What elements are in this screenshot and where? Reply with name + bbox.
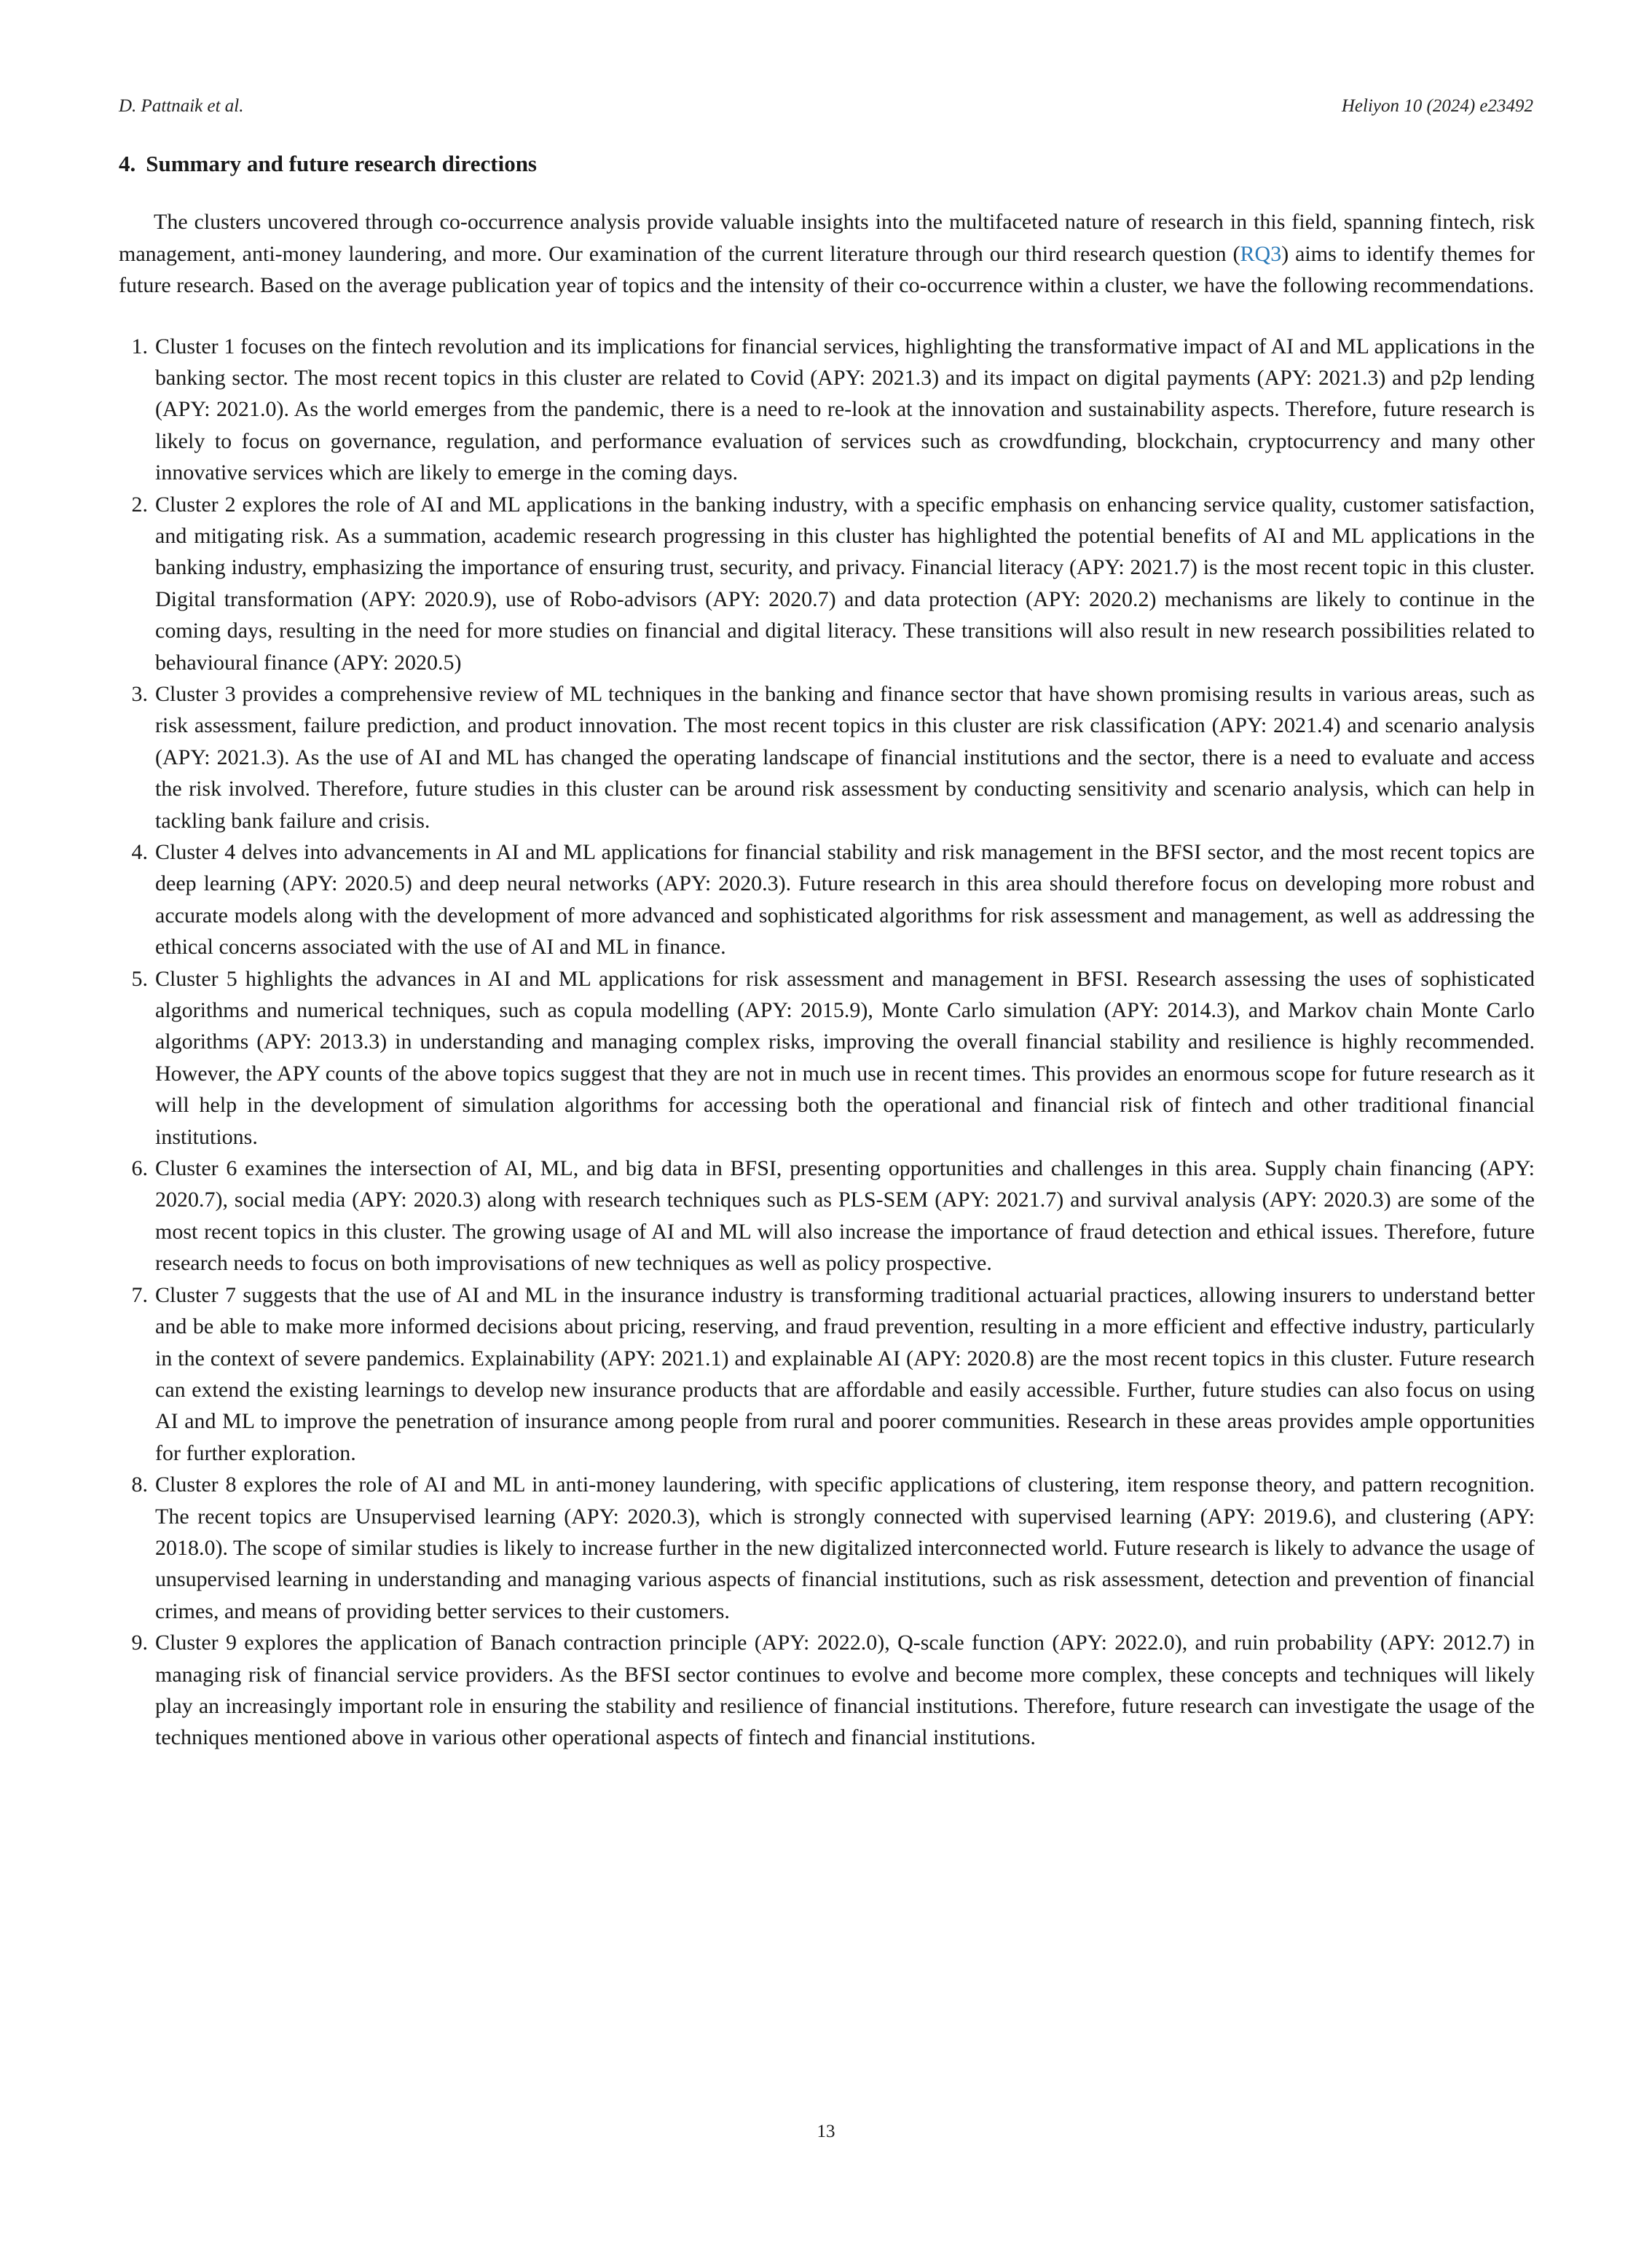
cluster-item-text: Cluster 5 highlights the advances in AI and ML applications for risk assessment and management in BFSI. Research assessing the uses of sophisticated algorithms and numerical techniques, such as copula modelling (APY: 2015.9), Monte Carlo simulation (APY: 2014.3), and Markov chain Monte Carlo algorithms (APY: 2013.3) in understanding and managing complex risks, improving the overall financial stability and resilience is highly recommended. However, the APY counts of the above topics suggest that they are not in much use in recent times. This provides an enormous scope for future research as it will help in the development of simulation algorithms for accessing both the operational and financial risk of fintech and other traditional financial institutions. [155,966,1535,1149]
cluster-item-1 [119,331,1535,489]
cluster-item-5 [119,963,1535,1153]
section-number: 4. [119,151,136,176]
list-marker: 7. [131,1282,148,1307]
intro-paragraph [119,206,1535,301]
list-marker: 3. [131,681,148,706]
section-heading [119,149,1535,179]
cluster-item-4 [119,836,1535,963]
cluster-item-text: Cluster 4 delves into advancements in AI and ML applications for financial stability and risk management in the BFSI sector, and the most recent topics are deep learning (APY: 2020.5) and deep neural networks (APY: 2020.3). Future research in this area should therefore focus on developing more robust and accurate models along with the development of more advanced and sophisticated algorithms for risk assessment and management, as well as addressing the ethical concerns associated with the use of AI and ML in finance. [155,840,1535,960]
running-head-journal: Heliyon 10 (2024) e23492 [1341,96,1533,116]
list-marker: 2. [131,492,148,517]
cluster-item-text: Cluster 3 provides a comprehensive review of ML techniques in the banking and finance sector that have shown promising results in various areas, such as risk assessment, failure prediction, and product innovation. The most recent topics in this cluster are risk classification (APY: 2021.4) and scenario analysis (APY: 2021.3). As the use of AI and ML has changed the operating landscape of financial institutions and the sector, there is a need to evaluate and access the risk involved. Therefore, future studies in this cluster can be around risk assessment by conducting sensitivity and scenario analysis, which can help in tackling bank failure and crisis. [155,681,1535,833]
cluster-item-7 [119,1279,1535,1469]
list-marker: 6. [131,1156,148,1181]
cluster-item-text: Cluster 6 examines the intersection of AI, ML, and big data in BFSI, presenting opportunities and challenges in this area. Supply chain financing (APY: 2020.7), social media (APY: 2020.3) along with research techniques such as PLS-SEM (APY: 2021.7) and survival analysis (APY: 2020.3) are some of the most recent topics in this cluster. The growing usage of AI and ML will also increase the importance of fraud detection and ethical issues. Therefore, future research needs to focus on both improvisations of new techniques as well as policy prospective. [155,1156,1535,1276]
article-body [119,149,1535,1754]
intro-text-after-link: ) aims to identify themes for future research. Based on the average publication year of topics and the intensity of their co-occurrence within a cluster, we have the following recommendations. [119,241,1535,298]
list-marker: 4. [131,840,148,865]
cluster-item-2 [119,489,1535,678]
page-number: 13 [817,2122,835,2141]
running-head [119,96,1533,125]
list-marker: 5. [131,966,148,991]
cluster-list [119,331,1535,1754]
list-marker: 9. [131,1631,148,1655]
cluster-item-8 [119,1469,1535,1627]
cluster-item-text: Cluster 8 explores the role of AI and ML in anti-money laundering, with specific applications of clustering, item response theory, and pattern recognition. The recent topics are Unsupervised learning (APY: 2020.3), which is strongly connected with supervised learning (APY: 2019.6), and clustering (APY: 2018.0). The scope of similar studies is likely to increase further in the new digitalized interconnected world. Future research is likely to advance the usage of unsupervised learning in understanding and managing various aspects of financial institutions, such as risk assessment, detection and prevention of financial crimes, and means of providing better services to their customers. [155,1472,1535,1623]
cluster-item-6 [119,1153,1535,1279]
cluster-item-9 [119,1627,1535,1754]
cluster-item-text: Cluster 9 explores the application of Banach contraction principle (APY: 2022.0), Q-scale function (APY: 2022.0), and ruin probability (APY: 2012.7) in managing risk of financial service providers. As the BFSI sector continues to evolve and become more complex, these concepts and techniques will likely play an increasingly important role in ensuring the stability and resilience of financial institutions. Therefore, future research can investigate the usage of the techniques mentioned above in various other operational aspects of fintech and financial institutions. [155,1631,1535,1750]
intro-text-before-link: The clusters uncovered through co-occurrence analysis provide valuable insights into the multifaceted nature of research in this field, spanning fintech, risk management, anti-money laundering, and more. Our examination of the current literature through our third research question ( [119,210,1535,266]
cluster-item-text: Cluster 1 focuses on the fintech revolution and its implications for financial services, highlighting the transformative impact of AI and ML applications in the banking sector. The most recent topics in this cluster are related to Covid (APY: 2021.3) and its impact on digital payments (APY: 2021.3) and p2p lending (APY: 2021.0). As the world emerges from the pandemic, there is a need to re-look at the innovation and sustainability aspects. Therefore, future research is likely to focus on governance, regulation, and performance evaluation of services such as crowdfunding, blockchain, cryptocurrency and many other innovative services which are likely to emerge in the coming days. [155,334,1535,485]
section-title: Summary and future research directions [146,151,537,176]
cluster-item-text: Cluster 2 explores the role of AI and ML applications in the banking industry, with a specific emphasis on enhancing service quality, customer satisfaction, and mitigating risk. As a summation, academic research progressing in this cluster has highlighted the potential benefits of AI and ML applications in the banking industry, emphasizing the importance of ensuring trust, security, and privacy. Financial literacy (APY: 2021.7) is the most recent topic in this cluster. Digital transformation (APY: 2020.9), use of Robo-advisors (APY: 2020.7) and data protection (APY: 2020.2) mechanisms are likely to continue in the coming days, resulting in the need for more studies on financial and digital literacy. These transitions will also result in new research possibilities related to behavioural finance (APY: 2020.5) [155,492,1535,675]
cluster-item-text: Cluster 7 suggests that the use of AI and ML in the insurance industry is transforming traditional actuarial practices, allowing insurers to understand better and be able to make more informed decisions about pricing, reserving, and fraud prevention, resulting in a more efficient and effective industry, particularly in the context of severe pandemics. Explainability (APY: 2021.1) and explainable AI (APY: 2020.8) are the most recent topics in this cluster. Future research can extend the existing learnings to develop new insurance products that are affordable and easily accessible. Further, future studies can also focus on using AI and ML to improve the penetration of insurance among people from rural and poorer communities. Research in these areas provides ample opportunities for further exploration. [155,1282,1535,1465]
list-marker: 1. [131,334,148,358]
rq3-link[interactable]: RQ3 [1240,241,1282,266]
list-marker: 8. [131,1472,148,1497]
cluster-item-3 [119,678,1535,836]
running-head-authors: D. Pattnaik et al. [119,96,244,116]
